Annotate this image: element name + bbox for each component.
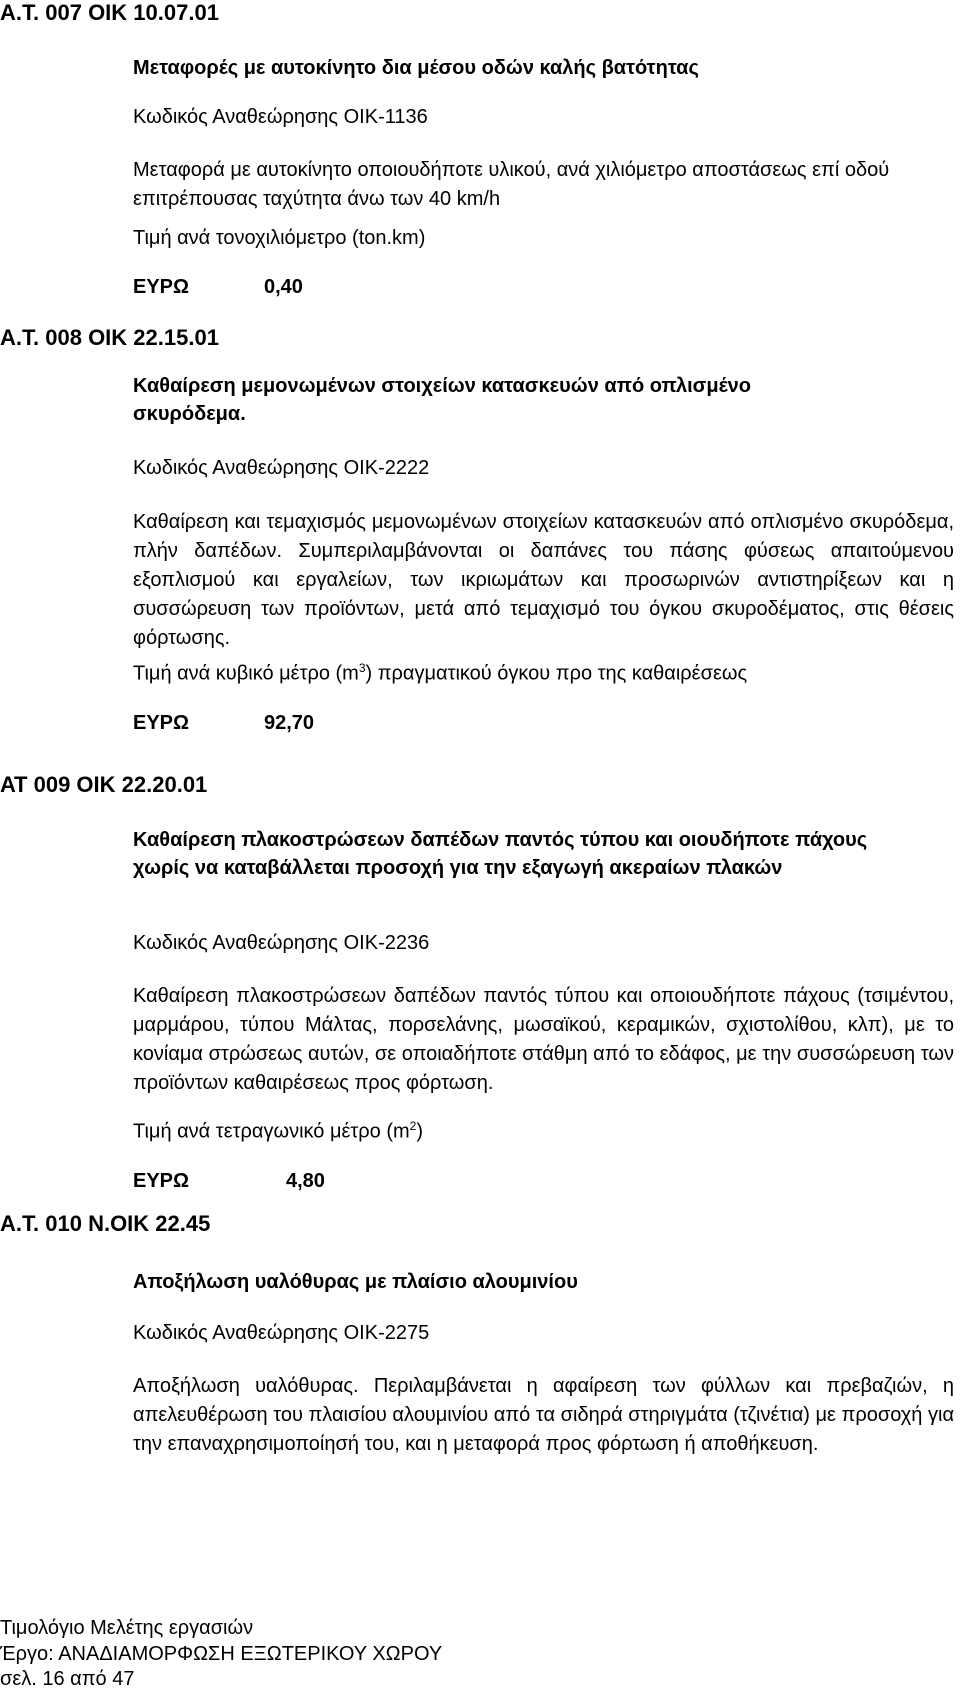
- footer-document-title: Τιμολόγιο Μελέτης εργασιών: [0, 1617, 254, 1639]
- price-unit: Τιμή ανά τετραγωνικό μέτρο $(m^2)$: [133, 1119, 424, 1143]
- price-value: 4,80: [286, 1170, 325, 1192]
- item-title: Αποξήλωση υαλόθυρας με πλαίσιο αλουμινίου: [133, 1271, 578, 1293]
- price-value: 92,70: [264, 712, 315, 734]
- revision-code: Κωδικός Αναθεώρησης ΟΙΚ-2275: [133, 1322, 430, 1344]
- currency-label: ΕΥΡΩ: [133, 276, 190, 298]
- item-title: Μεταφορές με αυτοκίνητο δια μέσου οδών καλής βατότητας: [133, 57, 699, 79]
- item-code: Α.Τ. 007 ΟΙΚ 10.07.01: [0, 0, 219, 25]
- price-value: 0,40: [264, 276, 303, 298]
- item-title: Καθαίρεση πλακοστρώσεων δαπέδων παντός τύπου και οιουδήποτε πάχους χωρίς να καταβάλλεται προσοχή για την εξαγωγή ακεραίων πλακών: [133, 829, 868, 879]
- footer-project: Έργο: ΑΝΑΔΙΑΜΟΡΦΩΣΗ ΕΞΩΤΕΡΙΚΟΥ ΧΩΡΟΥ: [0, 1643, 443, 1665]
- item-code: Α.Τ. 008 ΟΙΚ 22.15.01: [0, 325, 219, 350]
- item-code: ΑΤ 009 ΟΙΚ 22.20.01: [0, 772, 208, 797]
- item-description: Μεταφορά με αυτοκίνητο οποιουδήποτε υλικού, ανά χιλιόμετρο αποστάσεως επί οδού επιτρέπουσας ταχύτητα άνω των 40 km/h: [133, 159, 890, 210]
- revision-code: Κωδικός Αναθεώρησης ΟΙΚ-2222: [133, 457, 430, 479]
- currency-label: ΕΥΡΩ: [133, 1170, 190, 1192]
- footer-page-number: σελ. 16 από 47: [0, 1668, 135, 1690]
- currency-label: ΕΥΡΩ: [133, 712, 190, 734]
- price-unit: Τιμή ανά κυβικό μέτρο $(m^3)$ πραγματικού όγκου προ της καθαιρέσεως: [133, 661, 748, 685]
- item-description: Αποξήλωση υαλόθυρας. Περιλαμβάνεται η αφαίρεση των φύλλων και πρεβαζιών, η απελευθέρωση του πλαισίου αλουμινίου από τα σιδηρά στηριγμάτα (τζινέτια) με προσοχή για την επαναχρησιμοποίησή του, και η μεταφορά προς φόρτωση ή αποθήκευση.: [133, 1375, 954, 1455]
- item-title: Καθαίρεση μεμονωμένων στοιχείων κατασκευών από οπλισμένο σκυρόδεμα.: [133, 375, 751, 425]
- item-description: Καθαίρεση και τεμαχισμός μεμονωμένων στοιχείων κατασκευών από οπλισμένο σκυρόδεμα, πλήν δαπέδων. Συμπεριλαμβάνονται οι δαπάνες του πάσης φύσεως απαιτούμενου εξοπλισμού και εργαλείων, των ικριωμάτων και προσωρινών αντιστηρίξεων και η συσσώρευση των προϊόντων, μετά από τεμαχισμό του όγκου σκυροδέματος, στις θέσεις φόρτωσης.: [133, 511, 954, 649]
- revision-code: Κωδικός Αναθεώρησης ΟΙΚ-1136: [133, 106, 428, 128]
- item-description: Καθαίρεση πλακοστρώσεων δαπέδων παντός τύπου και οποιουδήποτε πάχους (τσιμέντου, μαρμάρου, τύπου Μάλτας, πορσελάνης, μωσαϊκού, κεραμικών, σχιστολίθου, κλπ), με το κονίαμα στρώσεως αυτών, σε οποιαδήποτε στάθμη από το εδάφος, με την συσσώρευση των προϊόντων καθαιρέσεως προς φόρτωση.: [133, 985, 954, 1094]
- price-unit: Τιμή ανά τονοχιλιόμετρο (ton.km): [133, 227, 426, 249]
- revision-code: Κωδικός Αναθεώρησης ΟΙΚ-2236: [133, 932, 430, 954]
- item-code: Α.Τ. 010 Ν.ΟΙΚ 22.45: [0, 1211, 211, 1236]
